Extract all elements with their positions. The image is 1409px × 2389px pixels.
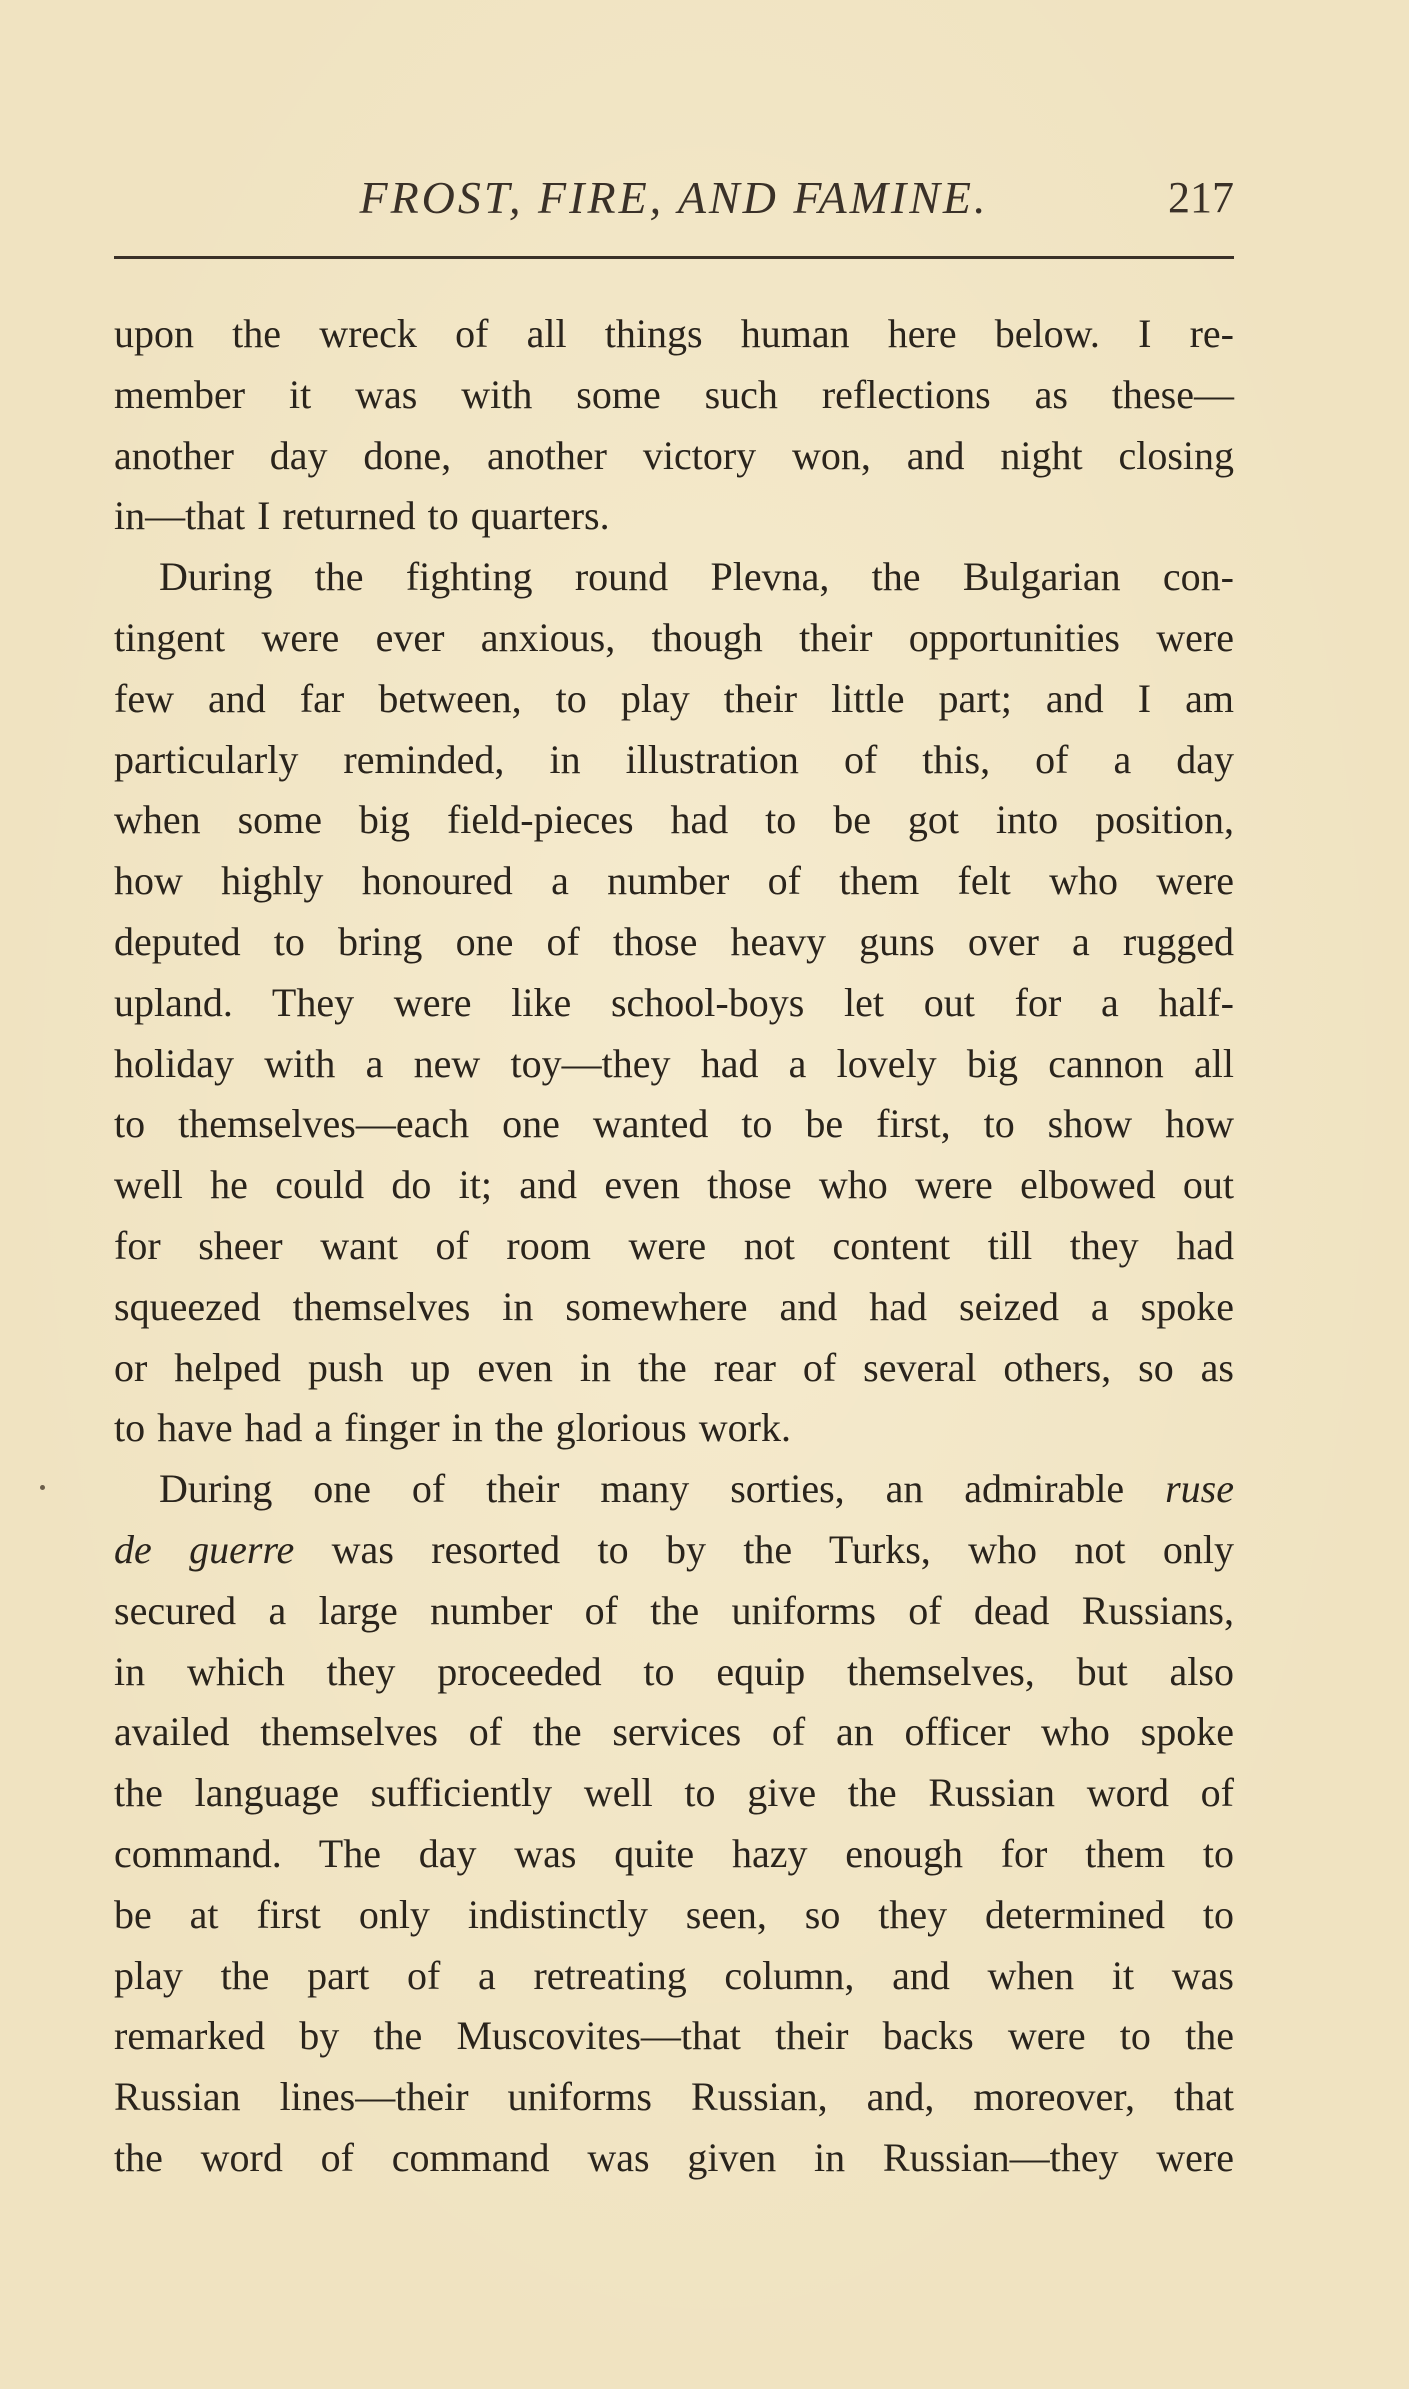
text-line: to have had a finger in the glorious work. bbox=[114, 1405, 791, 1451]
margin-speck bbox=[40, 1485, 45, 1490]
italic-phrase: de guerre bbox=[114, 1526, 295, 1572]
paragraph bbox=[114, 547, 1234, 1459]
text-line: During the fighting round Plevna, the Bulgarian con- bbox=[159, 554, 1234, 600]
text-line: upon the wreck of all things human here below. I re- bbox=[114, 311, 1234, 356]
text-line: how highly honoured a number of them felt who were bbox=[114, 858, 1234, 904]
text-line: remarked by the Muscovites—that their backs were to the bbox=[114, 2013, 1234, 2059]
text-line: Russian lines—their uniforms Russian, and, moreover, that bbox=[114, 2074, 1234, 2120]
italic-phrase: ruse bbox=[1165, 1466, 1234, 1512]
text-line: tingent were ever anxious, though their opportunities were bbox=[114, 614, 1234, 660]
text-line: command. The day was quite hazy enough for them to bbox=[114, 1830, 1234, 1876]
text-line: few and far between, to play their little part; and I am bbox=[114, 675, 1234, 721]
text-line: play the part of a retreating column, and when it was bbox=[114, 1952, 1234, 1998]
text-line: secured a large number of the uniforms of dead Russians, bbox=[114, 1587, 1234, 1633]
text-line: holiday with a new toy—they had a lovely big cannon all bbox=[114, 1040, 1234, 1086]
header-rule bbox=[114, 256, 1234, 259]
text-line: the language sufficiently well to give the Russian word of bbox=[114, 1770, 1234, 1816]
running-title: FROST, FIRE, AND FAMINE. bbox=[359, 172, 989, 223]
body-text bbox=[114, 304, 1234, 2189]
page-number: 217 bbox=[1168, 173, 1234, 222]
text-line: availed themselves of the services of an officer who spoke bbox=[114, 1709, 1234, 1755]
text-line: the word of command was given in Russian—they were bbox=[114, 2134, 1234, 2180]
text-line: or helped push up even in the rear of several others, so as bbox=[114, 1344, 1234, 1390]
text-line: de guerre was resorted to by the Turks, who not only bbox=[114, 1526, 1234, 1572]
paragraph bbox=[114, 1459, 1234, 2189]
text-line: in which they proceeded to equip themselves, but also bbox=[114, 1648, 1234, 1694]
text-line: well he could do it; and even those who were elbowed out bbox=[114, 1162, 1234, 1208]
text-line: to themselves—each one wanted to be first, to show how bbox=[114, 1101, 1234, 1147]
text-line: upland. They were like school-boys let out for a half- bbox=[114, 979, 1234, 1025]
text-line: squeezed themselves in somewhere and had seized a spoke bbox=[114, 1283, 1234, 1329]
text-line: in—that I returned to quarters. bbox=[114, 493, 610, 539]
text-line: deputed to bring one of those heavy guns over a rugged bbox=[114, 918, 1234, 964]
text-line: member it was with some such reflections as these— bbox=[114, 371, 1234, 417]
text-line: when some big field-pieces had to be got into position, bbox=[114, 797, 1234, 843]
paragraph bbox=[114, 304, 1234, 547]
page-header bbox=[114, 168, 1234, 228]
text-line: be at first only indistinctly seen, so they determined to bbox=[114, 1891, 1234, 1937]
text-line: particularly reminded, in illustration of this, of a day bbox=[114, 736, 1234, 782]
text-line: for sheer want of room were not content till they had bbox=[114, 1222, 1234, 1268]
text-line: During one of their many sorties, an admirable ruse bbox=[159, 1466, 1234, 1512]
text-line: another day done, another victory won, and night closing bbox=[114, 432, 1234, 478]
